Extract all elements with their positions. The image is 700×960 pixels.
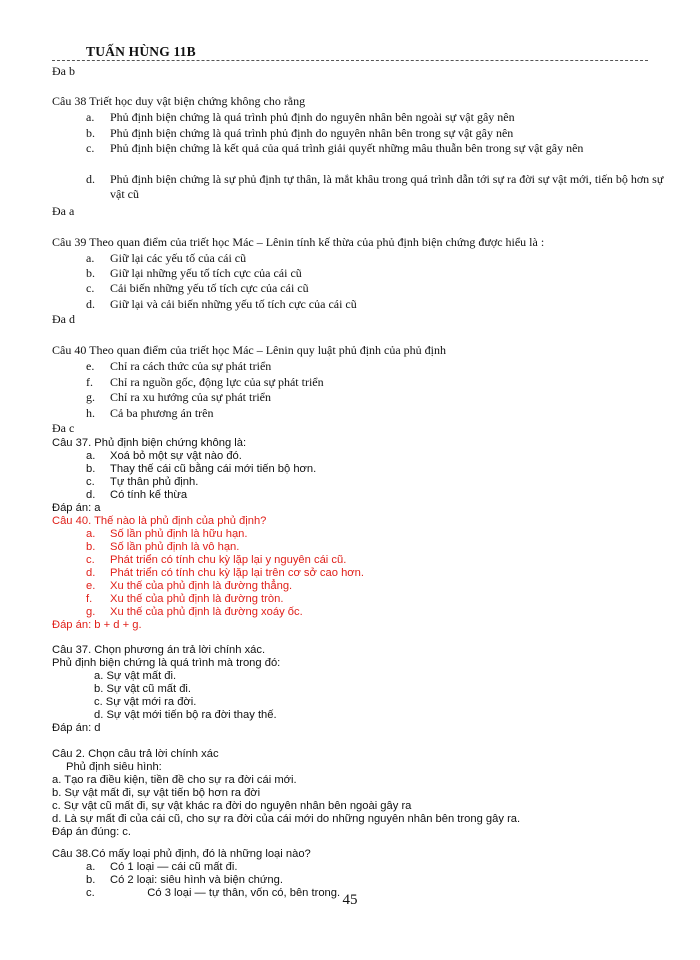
answer-line: Đáp án: b + d + g. bbox=[52, 619, 142, 631]
option-label: a. bbox=[86, 450, 96, 462]
option-item bbox=[86, 375, 324, 389]
question-37-title: Câu 37. Phủ định biện chứng không là: bbox=[52, 437, 247, 449]
option-item bbox=[86, 141, 670, 156]
option-label: b. bbox=[86, 126, 95, 140]
option-item: c. Sự vật mới ra đời. bbox=[94, 696, 197, 708]
option-label: e. bbox=[86, 359, 95, 373]
option-label: b. bbox=[86, 463, 96, 475]
option-label: b. bbox=[86, 874, 96, 886]
option-label: a. bbox=[86, 110, 95, 124]
option-label: g. bbox=[86, 606, 96, 618]
option-item bbox=[86, 527, 248, 541]
option-text: Cả ba phương án trên bbox=[110, 406, 214, 420]
option-label: b. bbox=[86, 541, 96, 553]
option-text: Phát triển có tính chu kỳ lặp lại y nguyên cái cũ. bbox=[110, 554, 347, 566]
option-item bbox=[86, 297, 357, 311]
option-item bbox=[86, 475, 198, 489]
option-text: Phủ định biện chứng là kết quả của quá trình giải quyết những mâu thuẫn bên trong sự vật gây nên bbox=[110, 141, 584, 155]
option-label: e. bbox=[86, 580, 96, 592]
option-label: d. bbox=[86, 297, 95, 311]
option-label: h. bbox=[86, 406, 95, 420]
option-text: Có 1 loại — cái cũ mất đi. bbox=[110, 861, 238, 873]
option-item bbox=[86, 251, 246, 265]
option-label: g. bbox=[86, 390, 95, 404]
option-item bbox=[86, 540, 239, 554]
option-text: Giữ lại và cải biến những yếu tố tích cực của cái cũ bbox=[110, 297, 357, 311]
option-item: d. Là sự mất đi của cái cũ, cho sự ra đời của cái mới do những nguyên nhân bên trong gây ra. bbox=[52, 813, 521, 825]
option-item bbox=[86, 172, 670, 202]
option-item bbox=[86, 488, 187, 502]
option-item: b. Sự vật cũ mất đi. bbox=[94, 683, 192, 695]
option-text: Số lần phủ định là vô hạn. bbox=[110, 541, 240, 553]
option-label: a. bbox=[86, 861, 96, 873]
option-label: c. bbox=[86, 554, 95, 566]
option-text: Chỉ ra xu hướng của sự phát triển bbox=[110, 390, 271, 404]
option-label: a. bbox=[86, 251, 95, 265]
option-label: c. bbox=[86, 887, 95, 899]
option-item bbox=[86, 406, 214, 420]
question-subline: Phủ định siêu hình: bbox=[66, 761, 162, 773]
option-label: a. bbox=[86, 528, 96, 540]
option-item bbox=[86, 566, 364, 580]
answer-line: Đáp án đúng: c. bbox=[52, 826, 131, 838]
option-item: c. Sự vật cũ mất đi, sự vật khác ra đời do nguyên nhân bên ngoài gây ra bbox=[52, 800, 412, 812]
option-item bbox=[86, 579, 292, 593]
option-text: Số lần phủ định là hữu hạn. bbox=[110, 528, 248, 540]
option-item bbox=[86, 281, 309, 295]
option-item bbox=[86, 462, 316, 476]
option-text: Giữ lại những yếu tố tích cực của cái cũ bbox=[110, 266, 302, 280]
question-39-title: Câu 39 Theo quan điểm của triết học Mác – Lênin tính kế thừa của phủ định biện chứng được hiểu là : bbox=[52, 235, 545, 249]
answer-line: Đáp án: d bbox=[52, 722, 101, 734]
option-label: d. bbox=[86, 489, 96, 501]
option-label: d. bbox=[86, 567, 96, 579]
option-label: f. bbox=[86, 375, 93, 389]
option-text: Xu thế của phủ định là đường tròn. bbox=[110, 593, 284, 605]
answer-line: Đáp án: a bbox=[52, 502, 101, 514]
question-40b-title: Câu 40. Thế nào là phủ định của phủ định? bbox=[52, 515, 267, 527]
option-item bbox=[86, 553, 346, 567]
option-text: Xu thế của phủ định là đường xoáy ốc. bbox=[110, 606, 303, 618]
page-number: 45 bbox=[342, 892, 358, 908]
option-text: Cải biến những yếu tố tích cực của cái cũ bbox=[110, 281, 309, 295]
option-text: Giữ lại các yếu tố của cái cũ bbox=[110, 251, 247, 265]
option-text: Có 3 loại — tự thân, vốn có, bên trong. bbox=[110, 887, 341, 899]
option-text: Chỉ ra nguồn gốc, động lực của sự phát triển bbox=[110, 375, 324, 389]
option-text: Phủ định biện chứng là quá trình phủ định do nguyên nhân bên trong sự vật gây nên bbox=[110, 126, 514, 140]
option-item: d. Sự vật mới tiến bộ ra đời thay thế. bbox=[94, 709, 277, 721]
header-divider bbox=[52, 60, 648, 61]
option-item bbox=[86, 390, 271, 404]
option-item bbox=[86, 605, 303, 619]
option-text: Có 2 loại: siêu hình và biện chứng. bbox=[110, 874, 283, 886]
option-item bbox=[86, 449, 242, 463]
option-item bbox=[86, 592, 283, 606]
option-text: Phát triển có tính chu kỳ lặp lại trên cơ sở cao hơn. bbox=[110, 567, 364, 579]
page-header-title: TUẤN HÙNG 11B bbox=[86, 44, 196, 59]
option-item: b. Sự vật mất đi, sự vật tiến bộ hơn ra đời bbox=[52, 787, 261, 799]
option-item: a. Sự vật mất đi. bbox=[94, 670, 177, 682]
option-item bbox=[86, 873, 283, 887]
option-text: Phủ định biện chứng là sự phủ định tự thân, là mắt khâu trong quá trình dẫn tới sự ra đời sự vật mới, tiến bộ hơn sự vật cũ bbox=[110, 172, 664, 201]
option-item bbox=[86, 110, 515, 124]
question-40-title: Câu 40 Theo quan điểm của triết học Mác – Lênin quy luật phủ định của phủ định bbox=[52, 343, 447, 357]
question-38b-title: Câu 38.Có mấy loại phủ định, đó là những loại nào? bbox=[52, 848, 311, 860]
option-text: Xu thế của phủ định là đường thẳng. bbox=[110, 580, 293, 592]
question-subline: Phủ định biện chứng là quá trình mà trong đó: bbox=[52, 657, 281, 669]
option-label: f. bbox=[86, 593, 93, 605]
question-38-title: Câu 38 Triết học duy vật biện chứng không cho rằng bbox=[52, 94, 306, 108]
question-2-title: Câu 2. Chọn câu trả lời chính xác bbox=[52, 748, 219, 760]
option-item bbox=[86, 359, 271, 373]
option-label: b. bbox=[86, 266, 95, 280]
option-text: Phủ định biện chứng là quá trình phủ định do nguyên nhân bên ngoài sự vật gây nên bbox=[110, 110, 515, 124]
option-item bbox=[86, 126, 513, 140]
option-label: c. bbox=[86, 281, 95, 295]
option-label: c. bbox=[86, 476, 95, 488]
option-text: Chỉ ra cách thức của sự phát triển bbox=[110, 359, 272, 373]
answer-line: Đa c bbox=[52, 421, 75, 435]
option-label: c. bbox=[86, 141, 95, 155]
answer-line: Đa a bbox=[52, 204, 75, 218]
question-37b-title: Câu 37. Chọn phương án trả lời chính xác. bbox=[52, 644, 266, 656]
option-text: Thay thế cái cũ bằng cái mới tiến bộ hơn. bbox=[110, 463, 317, 475]
option-item bbox=[86, 860, 237, 874]
option-label: d. bbox=[86, 172, 95, 186]
option-text: Tự thân phủ định. bbox=[110, 476, 199, 488]
option-text: Xoá bỏ một sự vật nào đó. bbox=[110, 450, 242, 462]
option-item: a. Tạo ra điều kiện, tiền đề cho sự ra đời cái mới. bbox=[52, 774, 297, 786]
answer-line: Đa b bbox=[52, 64, 75, 78]
option-text: Có tính kế thừa bbox=[110, 489, 188, 501]
option-item bbox=[86, 266, 302, 280]
answer-line: Đa d bbox=[52, 312, 75, 326]
